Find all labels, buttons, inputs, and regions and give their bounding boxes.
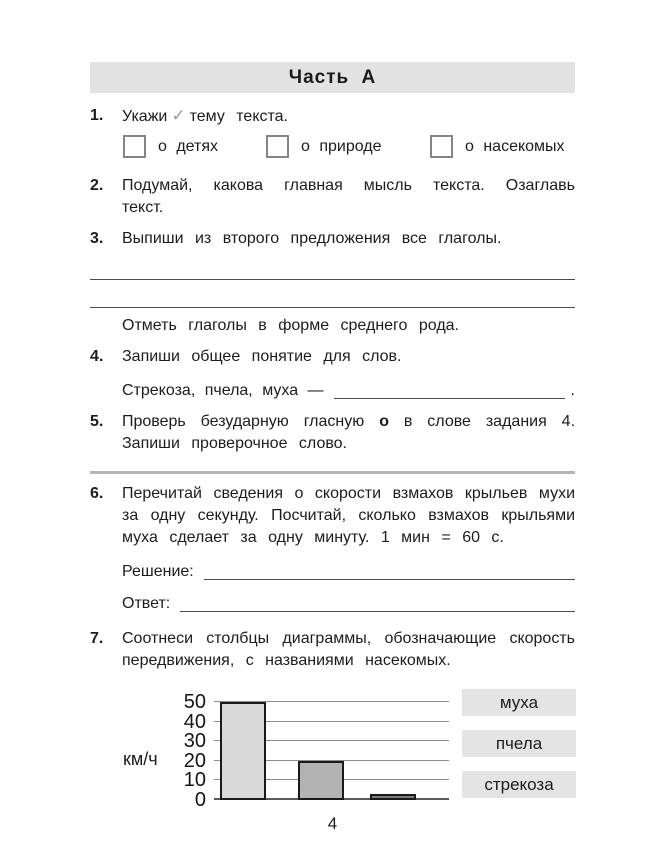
q4-fill-prefix: Стрекоза, пчела, муха —	[122, 382, 324, 399]
worksheet-page	[90, 62, 575, 834]
section-title: Часть А	[288, 66, 377, 88]
question-5-text-part2: в слове задания 4. Запиши проверочное слово.	[122, 413, 576, 452]
y-axis-label: км/ч	[123, 749, 158, 769]
question-5	[90, 411, 575, 455]
q1-options-row	[90, 135, 575, 162]
question-2-number: 2.	[90, 177, 104, 194]
option-children-label: о детях	[158, 137, 219, 155]
question-6-text: Перечитай сведения о скорости взмахов крыльев мухи за одну секунду. Посчитай, сколько взмахов крыльями муха сделает за одну минуту. 1 мин = 60 с.	[122, 485, 575, 546]
bar-столбец-2[interactable]	[298, 761, 344, 800]
q4-fill-row	[122, 378, 575, 402]
q6-answer-row	[122, 591, 575, 615]
question-1-number: 1.	[90, 107, 104, 124]
y-axis-ticks	[168, 691, 206, 811]
question-6-number: 6.	[90, 485, 104, 502]
question-4-text: Запиши общее понятие для слов.	[122, 348, 402, 365]
question-6	[90, 483, 575, 549]
section-divider	[90, 471, 575, 474]
insect-box-bee[interactable]: пчела	[462, 730, 576, 757]
question-3-followup	[90, 315, 575, 337]
answer-line[interactable]	[90, 252, 575, 280]
question-1-text	[122, 105, 575, 128]
question-2-text: Подумай, какова главная мысль текста. Озаглавь текст.	[122, 177, 575, 216]
question-5-text-part1: Проверь безударную гласную	[122, 413, 365, 430]
option-nature-label: о природе	[301, 137, 382, 155]
y-tick-label-50: 50	[183, 691, 206, 713]
y-tick-label-0: 0	[194, 789, 206, 811]
question-7	[90, 628, 575, 672]
checkbox-nature[interactable]	[266, 135, 289, 158]
y-tick-label-40: 40	[183, 710, 206, 733]
y-tick-label-30: 30	[183, 730, 206, 753]
section-header	[90, 62, 575, 93]
q6-solution-row	[122, 559, 575, 583]
question-7-text: Соотнеси столбцы диаграммы, обозначающие скорость передвижения, с названиями насекомых.	[122, 630, 575, 669]
bar-столбец-1[interactable]	[220, 702, 266, 800]
answer-line[interactable]	[180, 611, 575, 612]
checkbox-children[interactable]	[123, 135, 146, 158]
question-4	[90, 346, 575, 368]
solution-label: Решение:	[122, 563, 194, 580]
question-5-bold-letter: о	[379, 413, 389, 430]
question-3-followup-text: Отметь глаголы в форме среднего рода.	[122, 317, 459, 334]
speed-bar-chart	[90, 686, 440, 811]
question-4-number: 4.	[90, 348, 104, 365]
insect-box-dragonfly[interactable]: стрекоза	[462, 771, 576, 798]
answer-label: Ответ:	[122, 595, 171, 612]
q4-fill-suffix: .	[570, 382, 575, 399]
option-insects[interactable]	[430, 135, 565, 158]
insect-box-fly[interactable]: муха	[462, 689, 576, 716]
y-tick-label-10: 10	[183, 769, 206, 792]
question-5-text	[122, 411, 575, 455]
fill-in-line[interactable]	[334, 398, 565, 399]
checkbox-insects[interactable]	[430, 135, 453, 158]
option-nature[interactable]	[266, 135, 382, 158]
answer-line[interactable]	[90, 280, 575, 308]
option-children[interactable]	[123, 135, 218, 158]
page-number: 4	[327, 814, 338, 833]
plot-area	[214, 702, 449, 800]
option-insects-label: о насекомых	[465, 137, 565, 155]
y-tick-label-20: 20	[183, 749, 206, 772]
question-3	[90, 228, 575, 250]
checkmark-icon: ✓	[171, 106, 186, 125]
solution-line[interactable]	[204, 579, 575, 580]
question-3-text: Выпиши из второго предложения все глаголы.	[122, 230, 502, 247]
chart-section	[90, 686, 575, 811]
q3-answer-lines	[90, 252, 575, 308]
question-2	[90, 175, 575, 219]
bar-столбец-3[interactable]	[370, 794, 416, 800]
question-3-number: 3.	[90, 230, 104, 247]
question-5-number: 5.	[90, 413, 104, 430]
question-7-number: 7.	[90, 630, 104, 647]
question-1-text-pre: Укажи	[122, 108, 168, 125]
insect-name-boxes	[462, 689, 576, 812]
question-1	[90, 105, 575, 128]
question-1-text-post: тему текста.	[189, 108, 288, 125]
